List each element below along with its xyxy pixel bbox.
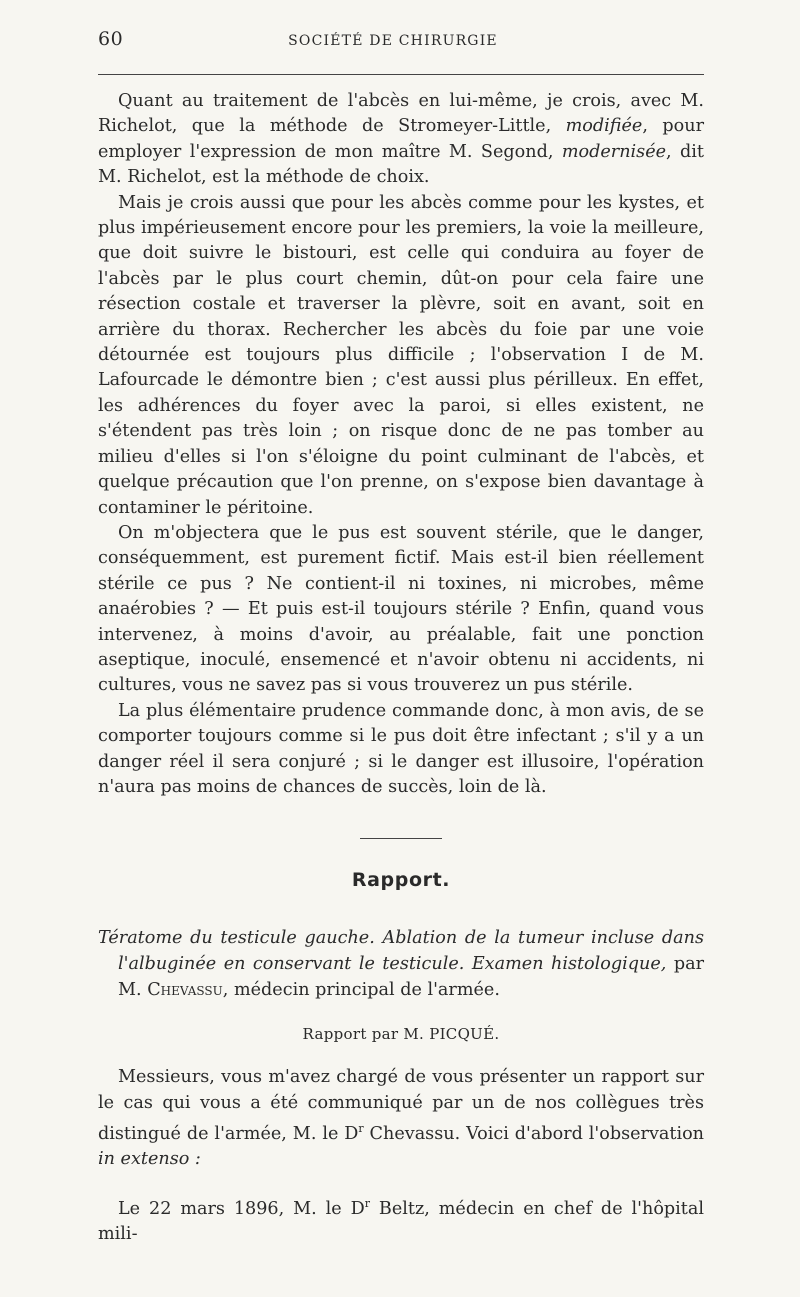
p5-text-a: Messieurs, vous m'avez chargé de vous présenter un rapport sur le cas qui vous a été communiqué par un de nos collègues très distingué de l'armée, M. le D [98,1067,704,1145]
report-title-italic: Tératome du testicule gauche. Ablation de la tumeur incluse dans l'albuginée en conservant le testicule. Examen histologique, [98,928,704,975]
running-head [98,28,704,64]
section-rule [360,838,442,839]
page [98,28,704,1248]
page-number: 60 [98,28,124,50]
paragraph-2: Mais je crois aussi que pour les abcès comme pour les kystes, et plus impérieusement encore pour les premiers, la voie la meilleure, que doit suivre le bistouri, est celle qui conduira au foyer de l'abcès par le plus court chemin, dût-on pour cela faire une résection costale et traverser la plèvre, soit en avant, soit en arrière du thorax. Rechercher les abcès du foie par une voie détournée est toujours plus difficile ; l'observation I de M. Lafourcade le démontre bien ; c'est aussi plus périlleux. En effet, les adhérences du foyer avec la paroi, si elles existent, ne s'étendent pas très loin ; on risque donc de ne pas tomber au milieu d'elles si l'on s'éloigne du point culminant de l'abcès, et quelque précaution que l'on prenne, on s'expose bien davantage à contaminer le péritoine. [98,192,704,518]
p6-sup: r [364,1196,370,1210]
paragraph-3: On m'objectera que le pus est souvent stérile, que le danger, conséquemment, est purement fictif. Mais est-il bien réellement stérile ce pus ? Ne contient-il ni toxines, ni microbes, même anaérobies ? — Et puis est-il toujours stérile ? Enfin, quand vous intervenez, à moins d'avoir, au préalable, fait une ponction aseptique, inoculé, ensemencé et n'avoir obtenu ni accidents, ni cultures, vous ne savez pas si vous trouverez un pus stérile. [98,522,704,696]
p1-text-c: , dit M. Richelot, est la méthode de choix. [98,141,705,188]
paragraph-1 [98,89,704,191]
header-rule [98,74,704,75]
paragraph-5 [98,1065,704,1172]
paragraph-6 [98,1191,704,1248]
report-author: Chevassu [147,980,223,1001]
p1-italic-modernisee: modernisée [561,141,667,162]
journal-title: SOCIÉTÉ DE CHIRURGIE [288,33,498,49]
report-author-role: , médecin principal de l'armée. [222,980,500,1001]
p1-italic-modifiee: modifiée [565,116,643,137]
p5-sup: r [358,1122,364,1136]
paragraph-4: La plus élémentaire prudence commande donc, à mon avis, de se comporter toujours comme si le pus doit être infectant ; s'il y a un danger réel il sera conjuré ; si le danger est illusoire, l'opération n'aura pas moins de chances de succès, loin de là. [98,700,704,797]
section-title: Rapport. [351,869,451,892]
report-title [98,925,704,1003]
p6-text-b: Beltz, médecin en chef de l'hôpital mili- [98,1198,704,1245]
p1-text-b: , pour employer l'expression de mon maître M. Segond, [98,116,704,162]
p5-italic: in extenso : [98,1149,201,1170]
report-title-by: par M. [118,954,704,1001]
report-byline: Rapport par M. PICQUÉ. [302,1025,500,1044]
p5-text-b: Chevassu. Voici d'abord l'observation [363,1124,704,1145]
p6-text-a: Le 22 mars 1896, M. le D [118,1198,365,1219]
p1-text-a: Quant au traitement de l'abcès en lui-même, je crois, avec M. Richelot, que la méthode de Stromeyer-Little, [98,91,704,137]
